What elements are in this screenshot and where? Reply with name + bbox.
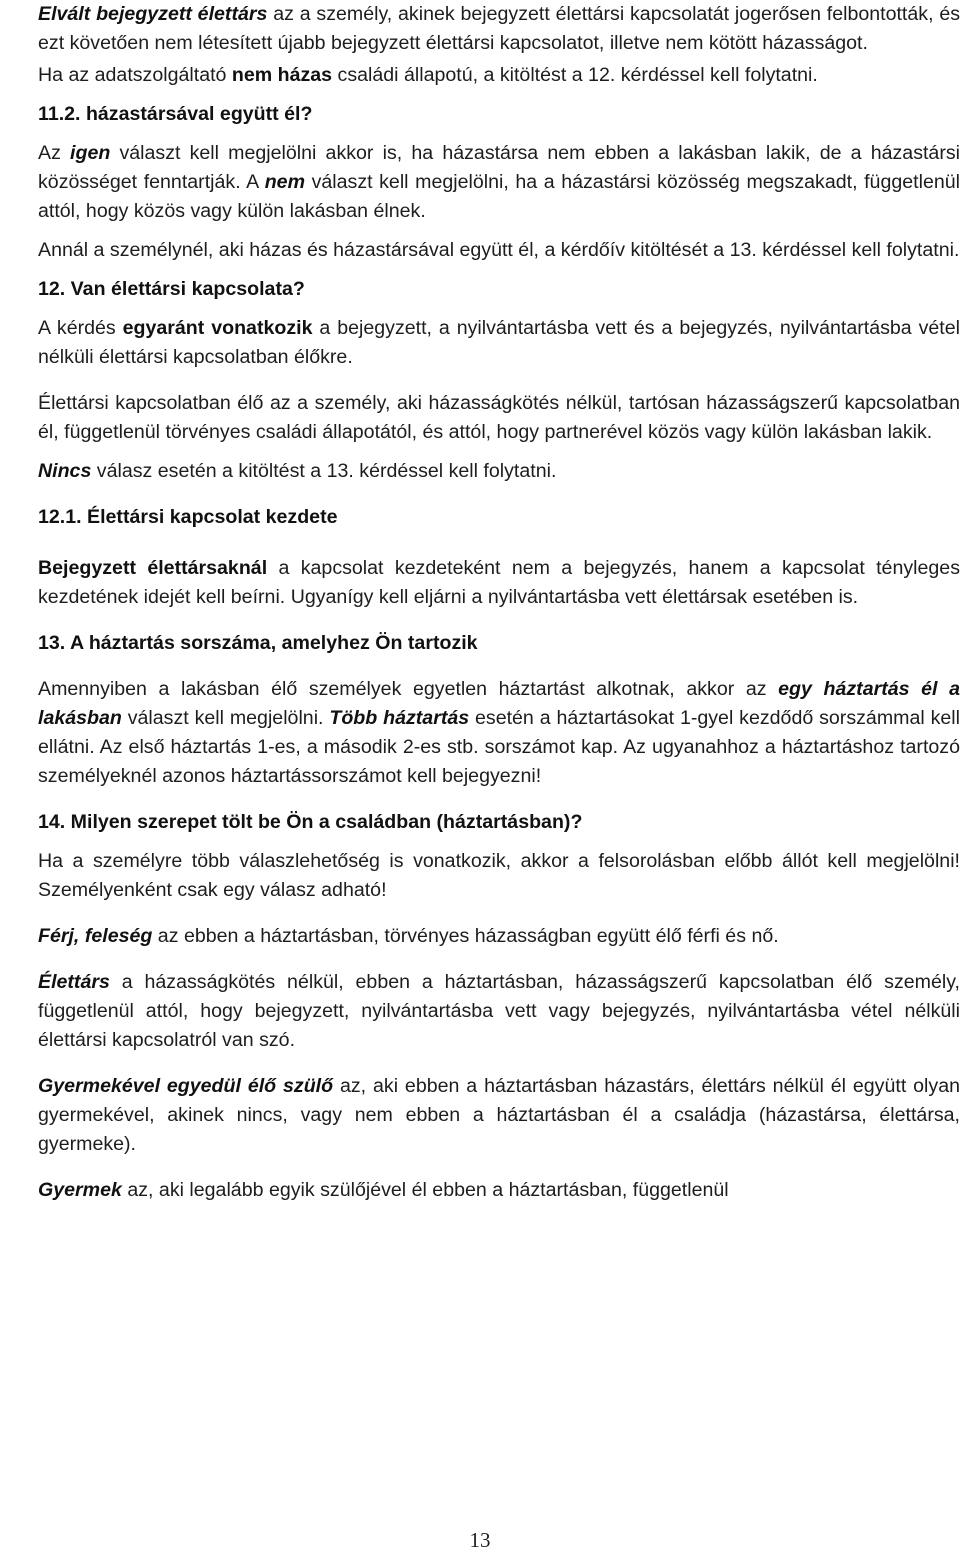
paragraph-cohabiting-definition: Élettársi kapcsolatban élő az a személy, aki házasságkötés nélkül, tartósan házasságszerű kapcsolatban él, függetlenül törvényes családi állapotától, és attól, hogy partnerével közös vagy külön lakásban lakik. bbox=[38, 392, 960, 443]
paragraph-registered-partners: Bejegyzett élettársaknál a kapcsolat kezdeteként nem a bejegyzés, hanem a kapcsolat tényleges kezdetének idejét kell beírni. Ugyanígy kell eljárni a nyilvántartásba vett élettársak esetében is. bbox=[38, 557, 960, 608]
paragraph-household-number: Amennyiben a lakásban élő személyek egyetlen háztartást alkotnak, akkor az egy háztartás él a lakásban választ kell megjelölni. Több háztartás esetén a háztartásokat 1-gyel kezdődő sorszámmal kell ellátni. Az első háztartás 1-es, a második 2-es stb. sorszámot kap. Az ugyanahhoz a háztartáshoz tartozó személyeknél azonos háztartássorszámot kell bejegyezni! bbox=[38, 678, 960, 787]
paragraph-single-parent: Gyermekével egyedül élő szülő az, aki ebben a háztartásban házastárs, élettárs nélkül él együtt olyan gyermekével, akinek nincs, vagy nem ebben a háztartásban él a családja (házastársa, élettársa, gyermeke). bbox=[38, 1075, 960, 1155]
paragraph-divorced-partner: Elvált bejegyzett élettárs az a személy, akinek bejegyzett élettársi kapcsolatát jogerősen felbontották, és ezt követően nem létesített újabb bejegyzett élettársi kapcsolatot, illetve nem kötött házasságot. bbox=[38, 3, 960, 54]
paragraph-not-married-instruction: Ha az adatszolgáltató nem házas családi állapotú, a kitöltést a 12. kérdéssel kell folytatni. bbox=[38, 64, 818, 86]
paragraph-none-answer: Nincs válasz esetén a kitöltést a 13. kérdéssel kell folytatni. bbox=[38, 460, 557, 482]
paragraph-continue-13: Annál a személynél, aki házas és házastársával együtt él, a kérdőív kitöltését a 13. kérdéssel kell folytatni. bbox=[38, 239, 960, 261]
paragraph-question-applies: A kérdés egyaránt vonatkozik a bejegyzett, a nyilvántartásba vett és a bejegyzés, nyilvántartásba vétel nélküli élettársi kapcsolatban élőkre. bbox=[38, 317, 960, 368]
paragraph-husband-wife: Férj, feleség az ebben a háztartásban, törvényes házasságban együtt élő férfi és nő. bbox=[38, 925, 779, 947]
heading-12-1: 12.1. Élettársi kapcsolat kezdete bbox=[38, 506, 338, 528]
paragraph-child: Gyermek az, aki legalább egyik szülőjével él ebben a háztartásban, függetlenül bbox=[38, 1179, 729, 1201]
heading-12: 12. Van élettársi kapcsolata? bbox=[38, 278, 305, 300]
document-page bbox=[38, 0, 960, 1205]
heading-14: 14. Milyen szerepet tölt be Ön a családban (háztartásban)? bbox=[38, 811, 583, 833]
page-number: 13 bbox=[469, 1528, 491, 1552]
paragraph-spouse-lives-together: Az igen választ kell megjelölni akkor is, ha házastársa nem ebben a lakásban lakik, de a házastársi közösséget fenntartják. A nem választ kell megjelölni, ha a házastársi közösség megszakadt, függetlenül attól, hogy közös vagy külön lakásban élnek. bbox=[38, 142, 960, 222]
term-divorced-registered-partner: Elvált bejegyzett élettárs bbox=[38, 3, 268, 25]
paragraph-multiple-options: Ha a személyre több válaszlehetőség is vonatkozik, akkor a felsorolásban előbb állót kell megjelölni! Személyenként csak egy válasz adható! bbox=[38, 850, 960, 901]
heading-13: 13. A háztartás sorszáma, amelyhez Ön tartozik bbox=[38, 632, 478, 654]
heading-11-2: 11.2. házastársával együtt él? bbox=[38, 103, 313, 125]
paragraph-partner: Élettárs a házasságkötés nélkül, ebben a háztartásban, házasságszerű kapcsolatban élő személy, függetlenül attól, hogy bejegyzett, nyilvántartásba vett vagy bejegyzés, nyilvántartásba vétel nélküli élettársi kapcsolatról van szó. bbox=[38, 971, 960, 1051]
